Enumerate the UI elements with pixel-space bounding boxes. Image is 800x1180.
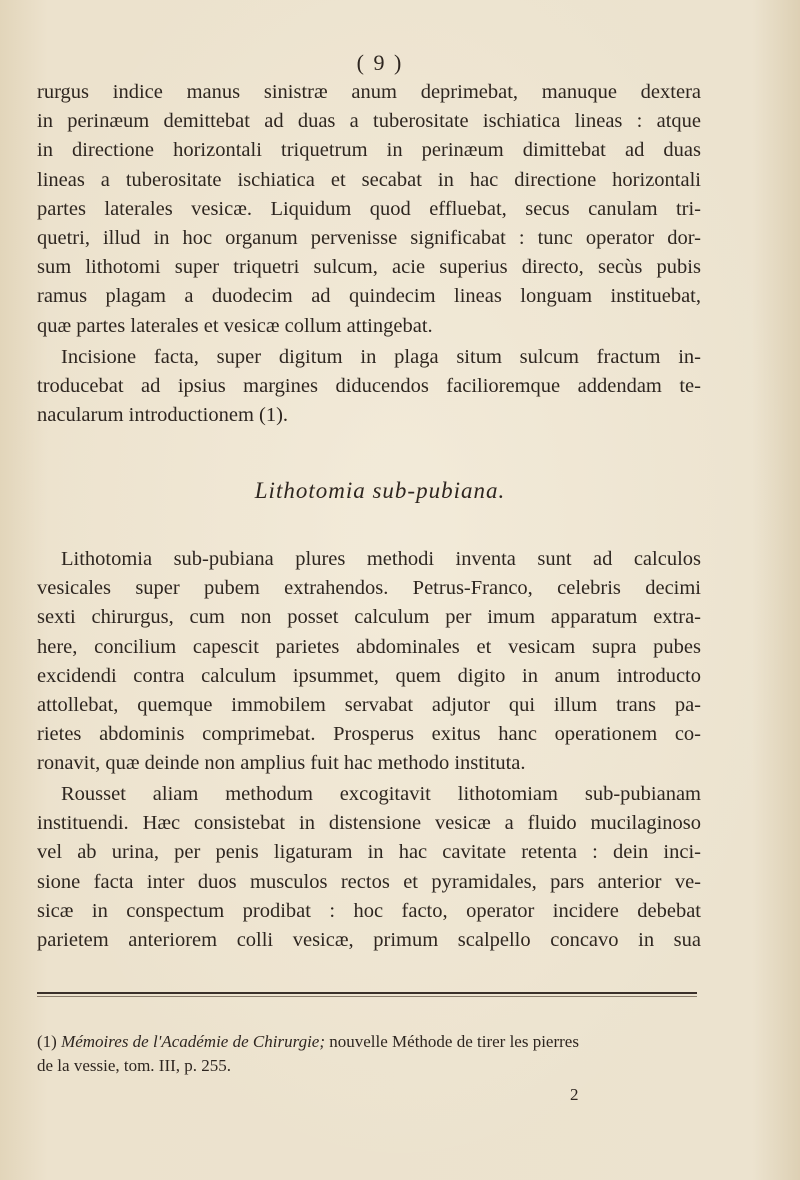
text-line: sione facta inter duos musculos rectos et pyramidales, pars anterior ve- (37, 870, 701, 893)
text-line: in directione horizontali triquetrum in perinæum dimittebat ad duas (37, 139, 701, 162)
text-line: in perinæum demittebat ad duas a tuberositate ischiatica lineas : atque (37, 110, 701, 133)
paragraph-2 (37, 343, 701, 431)
text-line: lineas a tuberositate ischiatica et secabat in hac directione horizontali (37, 168, 701, 191)
footnote-title: Mémoires de l'Académie de Chirurgie; (61, 1032, 325, 1051)
paragraph-3 (37, 545, 701, 779)
footnote-marker: (1) (37, 1032, 57, 1051)
text-line: Lithotomia sub-pubiana plures methodi inventa sunt ad calculos (61, 548, 701, 570)
text-line: quetri, illud in hoc organum pervenisse significabat : tunc operator dor- (37, 226, 701, 249)
text-line: ronavit, quæ deinde non amplius fuit hac methodo instituta. (37, 752, 526, 775)
footnote-line: de la vessie, tom. III, p. 255. (37, 1056, 232, 1075)
footnote-rule-thin (37, 996, 697, 997)
text-line: instituendi. Hæc consistebat in distensione vesicæ a fluido mucilaginoso (37, 812, 701, 835)
text-line: rietes abdominis comprimebat. Prosperus exitus hanc operationem co- (37, 723, 701, 746)
text-line: sexti chirurgus, cum non posset calculum per imum apparatum extra- (37, 606, 701, 629)
text-line: ramus plagam a duodecim ad quindecim lineas longuam instituebat, (37, 285, 701, 308)
text-line: sum lithotomi super triquetri sulcum, acie superius directo, secùs pubis (37, 256, 701, 279)
text-line: nacularum introductionem (1). (37, 404, 289, 427)
signature-mark: 2 (570, 1085, 579, 1104)
text-line: partes laterales vesicæ. Liquidum quod effluebat, secus canulam tri- (37, 197, 701, 220)
text-line: sicæ in conspectum prodibat : hoc facto, operator incidere debebat (37, 899, 701, 922)
section-heading: Lithotomia sub-pubiana. (254, 478, 506, 503)
text-line: vel ab urina, per penis ligaturam in hac cavitate retenta : dein inci- (37, 841, 701, 864)
footnote-rule (37, 992, 697, 994)
text-line: rurgus indice manus sinistræ anum deprimebat, manuque dextera (37, 81, 701, 103)
footnote-line (37, 1030, 701, 1054)
text-line: here, concilium capescit parietes abdominales et vesicam supra pubes (37, 635, 701, 658)
page-number: ( 9 ) (356, 50, 404, 75)
text-line: quæ partes laterales et vesicæ collum attingebat. (37, 314, 433, 337)
text-line: Incisione facta, super digitum in plaga situm sulcum fractum in- (61, 346, 701, 368)
paragraph-4 (37, 780, 701, 955)
text-line: excidendi contra calculum ipsummet, quem digito in anum introducto (37, 664, 701, 687)
text-line: vesicales super pubem extrahendos. Petrus-Franco, celebris decimi (37, 577, 701, 600)
footnote-text: nouvelle Méthode de tirer les pierres (325, 1032, 579, 1051)
text-line: parietem anteriorem colli vesicæ, primum scalpello concavo in sua (37, 928, 701, 951)
paragraph-1 (37, 78, 701, 341)
text-line: attollebat, quemque immobilem servabat adjutor qui illum trans pa- (37, 693, 701, 716)
text-line: Rousset aliam methodum excogitavit lithotomiam sub-pubianam (61, 783, 701, 805)
text-line: troducebat ad ipsius margines diducendos facilioremque addendam te- (37, 375, 701, 398)
footnote (37, 1030, 701, 1078)
